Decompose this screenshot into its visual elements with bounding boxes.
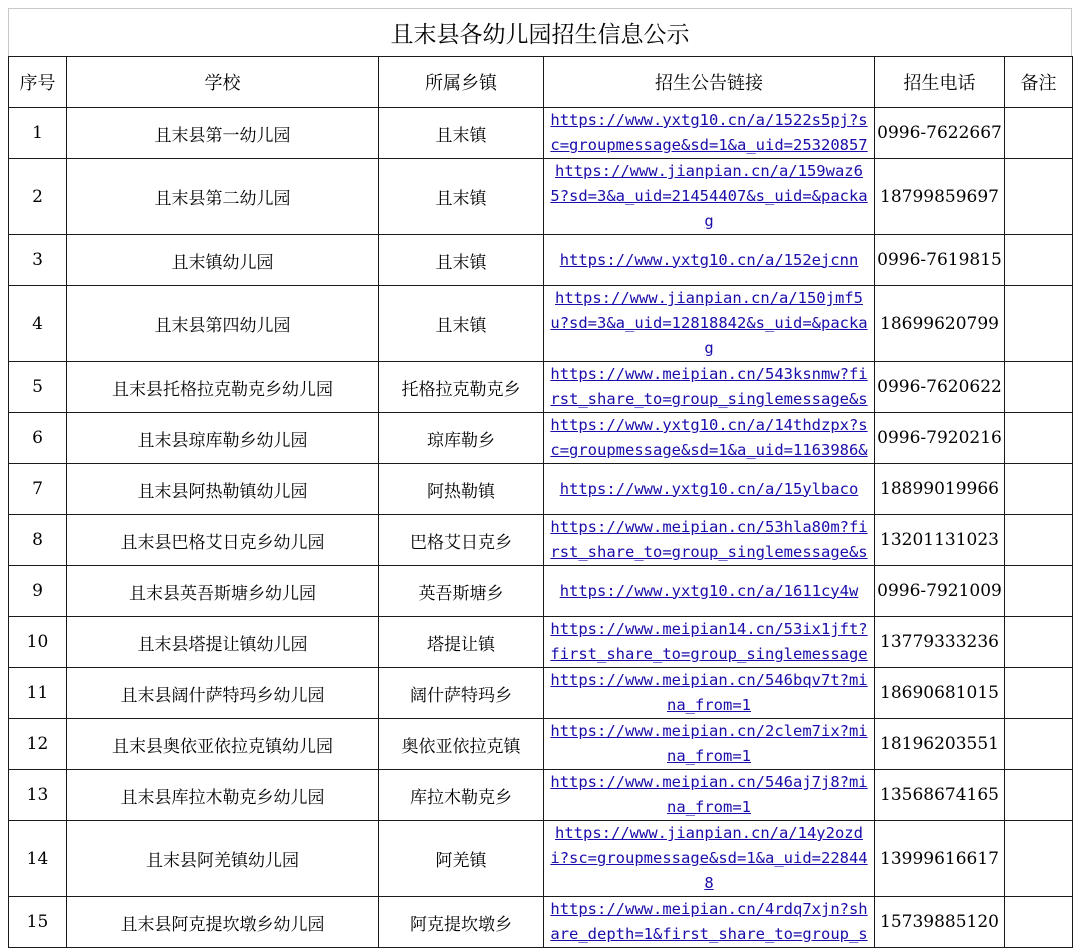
row-number-cell: 3 [9, 235, 67, 286]
page-title: 且末县各幼儿园招生信息公示 [8, 8, 1072, 56]
announcement-link[interactable]: https://www.yxtg10.cn/a/1522s5pj?sc=groupmessage&sd=1&a_uid=25320857 [550, 111, 868, 154]
header-no: 序号 [9, 57, 67, 108]
table-row [9, 108, 1073, 159]
school-name-cell: 且末县阿克提坎墩乡幼儿园 [67, 897, 379, 948]
phone-cell: 0996-7619815 [875, 235, 1005, 286]
note-cell [1005, 235, 1073, 286]
announcement-link[interactable]: https://www.meipian.cn/546aj7j8?mina_from=1 [550, 773, 868, 816]
phone-cell: 13999616617 [875, 821, 1005, 897]
announcement-link[interactable]: https://www.yxtg10.cn/a/152ejcnn [559, 250, 859, 269]
row-number-cell: 8 [9, 515, 67, 566]
note-cell [1005, 362, 1073, 413]
table-row [9, 617, 1073, 668]
town-cell: 库拉木勒克乡 [379, 770, 544, 821]
header-row [9, 57, 1073, 108]
note-cell [1005, 719, 1073, 770]
announcement-link[interactable]: https://www.yxtg10.cn/a/15ylbaco [559, 479, 859, 498]
phone-cell: 13779333236 [875, 617, 1005, 668]
town-cell: 托格拉克勒克乡 [379, 362, 544, 413]
town-cell: 且末镇 [379, 159, 544, 235]
town-cell: 且末镇 [379, 235, 544, 286]
table-row [9, 362, 1073, 413]
phone-cell: 13201131023 [875, 515, 1005, 566]
row-number-cell: 13 [9, 770, 67, 821]
note-cell [1005, 286, 1073, 362]
school-name-cell: 且末镇幼儿园 [67, 235, 379, 286]
kindergarten-table [8, 56, 1073, 948]
town-cell: 阿热勒镇 [379, 464, 544, 515]
table-body [9, 108, 1073, 948]
school-name-cell: 且末县阿热勒镇幼儿园 [67, 464, 379, 515]
header-town: 所属乡镇 [379, 57, 544, 108]
school-name-cell: 且末县第一幼儿园 [67, 108, 379, 159]
note-cell [1005, 617, 1073, 668]
phone-cell: 0996-7921009 [875, 566, 1005, 617]
header-school: 学校 [67, 57, 379, 108]
announcement-link[interactable]: https://www.meipian.cn/53hla80m?first_share_to=group_singlemessage&s [550, 518, 868, 561]
row-number-cell: 10 [9, 617, 67, 668]
announcement-link[interactable]: https://www.meipian14.cn/53ix1jft?first_share_to=group_singlemessage [550, 620, 868, 663]
table-row [9, 235, 1073, 286]
phone-cell: 0996-7920216 [875, 413, 1005, 464]
table-row [9, 821, 1073, 897]
announcement-link[interactable]: https://www.meipian.cn/543ksnmw?first_share_to=group_singlemessage&s [550, 365, 868, 408]
phone-cell: 15739885120 [875, 897, 1005, 948]
town-cell: 奥依亚依拉克镇 [379, 719, 544, 770]
note-cell [1005, 515, 1073, 566]
link-cell [544, 897, 875, 948]
school-name-cell: 且末县阿羌镇幼儿园 [67, 821, 379, 897]
school-name-cell: 且末县奥依亚依拉克镇幼儿园 [67, 719, 379, 770]
phone-cell: 0996-7620622 [875, 362, 1005, 413]
table-row [9, 897, 1073, 948]
table-row [9, 413, 1073, 464]
header-note: 备注 [1005, 57, 1073, 108]
table-row [9, 668, 1073, 719]
town-cell: 且末镇 [379, 286, 544, 362]
phone-cell: 18899019966 [875, 464, 1005, 515]
table-row [9, 566, 1073, 617]
phone-cell: 0996-7622667 [875, 108, 1005, 159]
note-cell [1005, 897, 1073, 948]
announcement-link[interactable]: https://www.yxtg10.cn/a/1611cy4w [559, 581, 859, 600]
note-cell [1005, 821, 1073, 897]
link-cell [544, 362, 875, 413]
table-row [9, 159, 1073, 235]
town-cell: 阿克提坎墩乡 [379, 897, 544, 948]
phone-cell: 13568674165 [875, 770, 1005, 821]
link-cell [544, 566, 875, 617]
town-cell: 巴格艾日克乡 [379, 515, 544, 566]
announcement-link[interactable]: https://www.jianpian.cn/a/159waz65?sd=3&a_uid=21454407&s_uid=&packag [550, 162, 868, 230]
note-cell [1005, 770, 1073, 821]
school-name-cell: 且末县第四幼儿园 [67, 286, 379, 362]
row-number-cell: 14 [9, 821, 67, 897]
announcement-link[interactable]: https://www.meipian.cn/4rdq7xjn?share_depth=1&first_share_to=group_s [550, 900, 868, 943]
header-phone: 招生电话 [875, 57, 1005, 108]
note-cell [1005, 668, 1073, 719]
town-cell: 阔什萨特玛乡 [379, 668, 544, 719]
table-row [9, 286, 1073, 362]
link-cell [544, 515, 875, 566]
school-name-cell: 且末县塔提让镇幼儿园 [67, 617, 379, 668]
row-number-cell: 2 [9, 159, 67, 235]
note-cell [1005, 464, 1073, 515]
school-name-cell: 且末县阔什萨特玛乡幼儿园 [67, 668, 379, 719]
link-cell [544, 770, 875, 821]
announcement-link[interactable]: https://www.meipian.cn/546bqv7t?mina_from=1 [550, 671, 868, 714]
link-cell [544, 108, 875, 159]
town-cell: 塔提让镇 [379, 617, 544, 668]
row-number-cell: 11 [9, 668, 67, 719]
link-cell [544, 668, 875, 719]
town-cell: 且末镇 [379, 108, 544, 159]
link-cell [544, 413, 875, 464]
phone-cell: 18196203551 [875, 719, 1005, 770]
table-row [9, 515, 1073, 566]
phone-cell: 18699620799 [875, 286, 1005, 362]
note-cell [1005, 108, 1073, 159]
announcement-link[interactable]: https://www.meipian.cn/2clem7ix?mina_from=1 [550, 722, 868, 765]
link-cell [544, 235, 875, 286]
link-cell [544, 821, 875, 897]
row-number-cell: 15 [9, 897, 67, 948]
row-number-cell: 9 [9, 566, 67, 617]
link-cell [544, 159, 875, 235]
table-row [9, 719, 1073, 770]
town-cell: 琼库勒乡 [379, 413, 544, 464]
announcement-link[interactable]: https://www.yxtg10.cn/a/14thdzpx?sc=groupmessage&sd=1&a_uid=1163986& [550, 416, 868, 459]
town-cell: 英吾斯塘乡 [379, 566, 544, 617]
school-name-cell: 且末县库拉木勒克乡幼儿园 [67, 770, 379, 821]
announcement-link[interactable]: https://www.jianpian.cn/a/150jmf5u?sd=3&a_uid=12818842&s_uid=&packag [550, 289, 868, 357]
school-name-cell: 且末县托格拉克勒克乡幼儿园 [67, 362, 379, 413]
school-name-cell: 且末县英吾斯塘乡幼儿园 [67, 566, 379, 617]
note-cell [1005, 159, 1073, 235]
announcement-link[interactable]: https://www.jianpian.cn/a/14y2ozdi?sc=groupmessage&sd=1&a_uid=228448 [550, 824, 868, 892]
table-row [9, 770, 1073, 821]
row-number-cell: 5 [9, 362, 67, 413]
school-name-cell: 且末县琼库勒乡幼儿园 [67, 413, 379, 464]
row-number-cell: 4 [9, 286, 67, 362]
school-name-cell: 且末县巴格艾日克乡幼儿园 [67, 515, 379, 566]
phone-cell: 18799859697 [875, 159, 1005, 235]
link-cell [544, 719, 875, 770]
row-number-cell: 1 [9, 108, 67, 159]
spreadsheet [8, 8, 1072, 948]
row-number-cell: 12 [9, 719, 67, 770]
phone-cell: 18690681015 [875, 668, 1005, 719]
note-cell [1005, 413, 1073, 464]
header-link: 招生公告链接 [544, 57, 875, 108]
row-number-cell: 7 [9, 464, 67, 515]
link-cell [544, 464, 875, 515]
link-cell [544, 286, 875, 362]
school-name-cell: 且末县第二幼儿园 [67, 159, 379, 235]
note-cell [1005, 566, 1073, 617]
town-cell: 阿羌镇 [379, 821, 544, 897]
link-cell [544, 617, 875, 668]
row-number-cell: 6 [9, 413, 67, 464]
table-row [9, 464, 1073, 515]
